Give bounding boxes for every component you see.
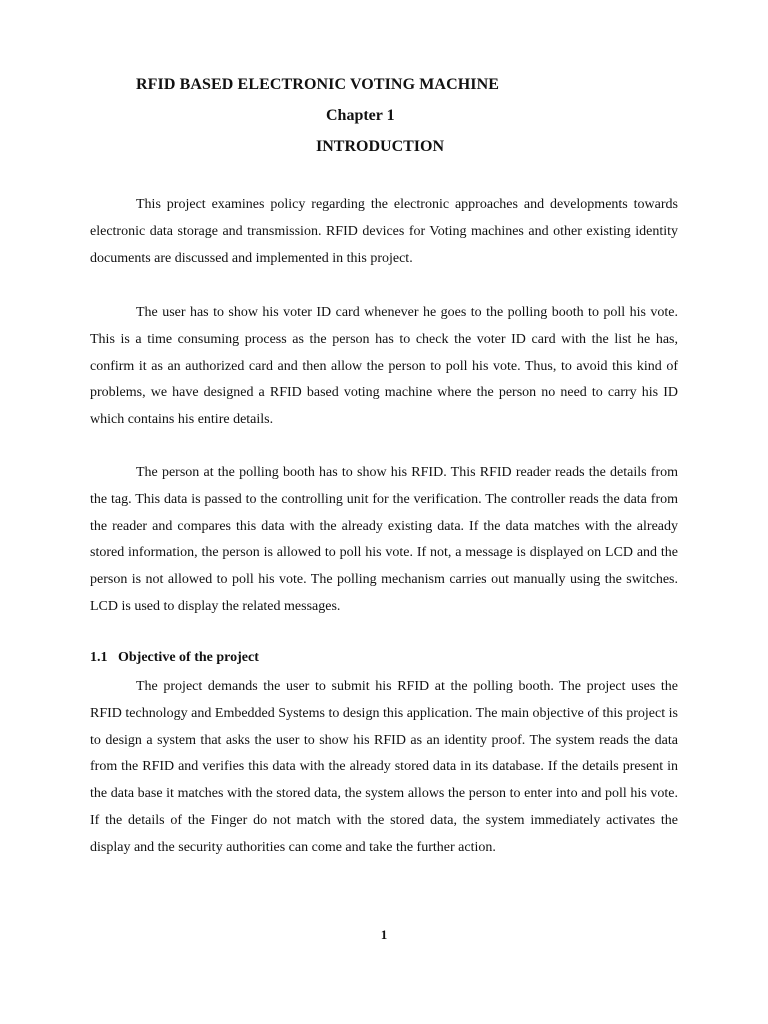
intro-paragraph-1: This project examines policy regarding the electronic approaches and developments towards electronic data storage and transmission. RFID devices for Voting machines and other existing identity documents are discussed and implemented in this project. — [90, 197, 678, 266]
section-number: 1.1 — [90, 650, 108, 665]
page-number: 1 — [380, 927, 388, 942]
section-heading — [90, 650, 259, 666]
objective-paragraph: The project demands the user to submit his RFID at the polling booth. The project uses the RFID technology and Embedded Systems to design this application. The main objective of this project is to design a system that asks the user to show his RFID as an identity proof. The system reads the data from the RFID and verifies this data with the already stored data in its database. If the details present in the data base it matches with the stored data, the system allows the person to enter into and poll his vote. If the details of the Finger do not match with the stored data, the system immediately activates the display and the security authorities can come and take the further action. — [90, 679, 678, 855]
chapter-label: Chapter 1 — [326, 107, 395, 124]
document-title: RFID BASED ELECTRONIC VOTING MACHINE — [136, 76, 500, 93]
chapter-heading: INTRODUCTION — [316, 138, 445, 155]
section-title: Objective of the project — [118, 650, 259, 665]
intro-paragraph-3: The person at the polling booth has to show his RFID. This RFID reader reads the details from the tag. This data is passed to the controlling unit for the verification. The controller reads the data from the reader and compares this data with the already existing data. If the data matches with the already stored information, the person is allowed to poll his vote. If not, a message is displayed on LCD and the person is not allowed to poll his vote. The polling mechanism carries out manually using the switches. LCD is used to display the related messages. — [90, 465, 678, 614]
intro-paragraph-2: The user has to show his voter ID card whenever he goes to the polling booth to poll his vote. This is a time consuming process as the person has to check the voter ID card with the list he has, confirm it as an authorized card and then allow the person to poll his vote. Thus, to avoid this kind of problems, we have designed a RFID based voting machine where the person no need to carry his ID which contains his entire details. — [90, 305, 678, 428]
